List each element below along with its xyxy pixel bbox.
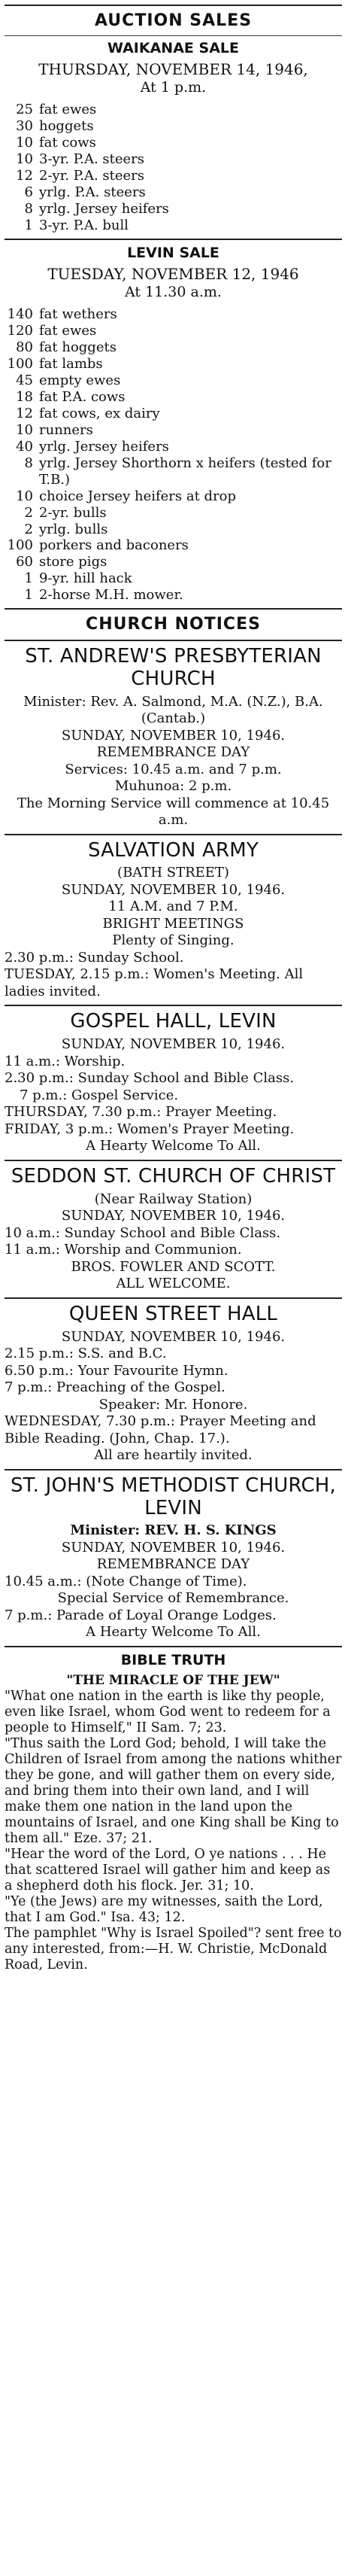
salvation-army-notice xyxy=(5,840,342,1001)
divider xyxy=(5,1469,342,1470)
notice-line: Speaker: Mr. Honore. xyxy=(98,1396,248,1413)
item-qty: 80 xyxy=(16,339,33,356)
list-item xyxy=(5,570,342,587)
notice-line: 10 a.m.: Sunday School and Bible Class. xyxy=(5,1224,281,1241)
waikanae-sale xyxy=(5,40,342,234)
item-qty: 30 xyxy=(16,117,33,134)
item-desc: fat cows xyxy=(39,134,96,151)
bible-title: BIBLE TRUTH xyxy=(120,1651,226,1668)
notice-line: BRIGHT MEETINGS xyxy=(102,915,244,932)
item-desc: fat ewes xyxy=(39,102,97,117)
bible-paragraph: "Ye (the Jews) are my witnesses, saith the Lord, that I am God." Isa. 43; 12. xyxy=(5,1893,323,1925)
list-item xyxy=(5,587,342,604)
item-qty: 2 xyxy=(24,504,33,521)
list-item xyxy=(5,201,342,217)
divider xyxy=(5,608,342,610)
church-title: ST. JOHN'S METHODIST CHURCH, LEVIN xyxy=(10,1474,337,1519)
notice-line: REMEMBRANCE DAY xyxy=(96,744,250,761)
list-item xyxy=(5,339,342,356)
item-qty: 10 xyxy=(16,488,33,504)
list-item xyxy=(5,406,342,422)
notice-line: Minister: Rev. A. Salmond, M.A. (N.Z.), B.A. (Cantab.) xyxy=(23,693,323,727)
notice-line: 10.45 a.m.: (Note Change of Time). xyxy=(5,1573,247,1589)
item-desc: yrlg. P.A. steers xyxy=(39,184,146,200)
item-qty: 12 xyxy=(16,405,33,421)
top-rule xyxy=(5,5,342,6)
list-item xyxy=(5,505,342,522)
notice-line: Special Service of Remembrance. xyxy=(57,1590,289,1607)
list-item xyxy=(5,554,342,570)
list-item xyxy=(5,118,342,135)
item-desc: 2-yr. bulls xyxy=(39,504,107,521)
list-item xyxy=(5,455,342,488)
list-item xyxy=(5,151,342,168)
notice-line: REMEMBRANCE DAY xyxy=(96,1556,250,1573)
item-qty: 10 xyxy=(16,134,33,151)
notice-line: 11 a.m.: Worship. xyxy=(5,1053,126,1069)
notice-line: 11 a.m.: Worship and Communion. xyxy=(5,1242,242,1258)
notice-line: Plenty of Singing. xyxy=(112,932,235,949)
item-desc: fat hoggets xyxy=(39,339,117,356)
queen-street-notice xyxy=(5,1303,342,1464)
notice-line: SUNDAY, NOVEMBER 10, 1946. xyxy=(61,881,286,898)
notice-line: (Near Railway Station) xyxy=(94,1191,253,1207)
item-qty: 2 xyxy=(24,521,33,537)
item-qty: 40 xyxy=(16,438,33,455)
list-item xyxy=(5,389,342,406)
notice-line: Minister: REV. H. S. KINGS xyxy=(70,1522,277,1539)
divider xyxy=(5,1160,342,1161)
list-item xyxy=(5,323,342,339)
notice-line: The Morning Service will commence at 10.45 a.m. xyxy=(17,795,330,829)
notice-line: SUNDAY, NOVEMBER 10, 1946. xyxy=(61,1328,286,1345)
notice-line: ALL WELCOME. xyxy=(116,1276,231,1292)
item-desc: 2-yr. P.A. steers xyxy=(39,167,145,184)
notice-line: SUNDAY, NOVEMBER 10, 1946. xyxy=(61,1539,286,1556)
notice-line: FRIDAY, 3 p.m.: Women's Prayer Meeting. xyxy=(5,1121,295,1137)
divider xyxy=(5,640,342,641)
divider xyxy=(5,1646,342,1647)
notice-line: 2.15 p.m.: S.S. and B.C. xyxy=(5,1346,167,1362)
list-item xyxy=(5,306,342,323)
item-desc: 9-yr. hill hack xyxy=(39,570,132,587)
item-qty: 100 xyxy=(7,355,33,372)
notice-line: BROS. FOWLER AND SCOTT. xyxy=(71,1258,276,1275)
list-item xyxy=(5,488,342,505)
item-desc: store pigs xyxy=(39,554,107,570)
levin-title: LEVIN SALE xyxy=(127,244,219,261)
bible-paragraph: "Hear the word of the Lord, O ye nations . . . He that scattered Israel will gather him and keep as a shepherd doth his flock. Jer. 31; 10. xyxy=(5,1846,331,1893)
item-desc: fat lambs xyxy=(39,355,103,372)
divider xyxy=(5,239,342,240)
notice-line: A Hearty Welcome To All. xyxy=(86,1138,261,1154)
item-qty: 8 xyxy=(24,200,33,217)
seddon-notice xyxy=(5,1166,342,1293)
item-desc: yrlg. bulls xyxy=(39,521,108,537)
church-title: GOSPEL HALL, LEVIN xyxy=(70,1010,277,1033)
item-desc: 2-horse M.H. mower. xyxy=(39,587,183,604)
list-item xyxy=(5,217,342,234)
item-qty: 100 xyxy=(7,537,33,554)
bible-paragraph: The pamphlet "Why is Israel Spoiled"? sent free to any interested, from:—H. W. Christie, McDonald Road, Levin. xyxy=(5,1925,342,1972)
list-item xyxy=(5,373,342,389)
item-desc: hoggets xyxy=(39,117,94,134)
notice-line: TUESDAY, 2.15 p.m.: Women's Meeting. All ladies invited. xyxy=(5,966,304,999)
item-desc: choice Jersey heifers at drop xyxy=(39,488,237,504)
bible-paragraph: "Thus saith the Lord God; behold, I will take the Children of Israel from among the nations whither they be gone, and will gather them on every side, and bring them into their own land, and I will make them one nation in the land upon the mountains of Israel, and one King shall be King to them all." Eze. 37; 21. xyxy=(5,1735,342,1846)
divider xyxy=(5,834,342,835)
list-item xyxy=(5,168,342,184)
church-title: SALVATION ARMY xyxy=(88,838,259,862)
item-qty: 8 xyxy=(24,455,33,471)
item-qty: 60 xyxy=(16,554,33,570)
item-desc: yrlg. Jersey heifers xyxy=(39,438,169,455)
item-qty: 120 xyxy=(7,323,33,339)
levin-date: TUESDAY, NOVEMBER 12, 1946 xyxy=(47,265,299,284)
notice-line: SUNDAY, NOVEMBER 10, 1946. xyxy=(61,727,286,744)
divider xyxy=(5,35,342,36)
divider xyxy=(5,1005,342,1006)
item-qty: 25 xyxy=(16,102,33,117)
item-qty: 10 xyxy=(16,151,33,167)
notice-line: 6.50 p.m.: Your Favourite Hymn. xyxy=(5,1362,228,1379)
item-qty: 140 xyxy=(7,306,33,323)
church-title: ST. ANDREW'S PRESBYTERIAN CHURCH xyxy=(25,644,322,690)
list-item xyxy=(5,439,342,455)
item-qty: 1 xyxy=(24,587,33,604)
church-heading: CHURCH NOTICES xyxy=(86,615,261,634)
notice-line: 7 p.m.: Gospel Service. xyxy=(20,1087,179,1103)
item-qty: 45 xyxy=(16,372,33,388)
notice-line: WEDNESDAY, 7.30 p.m.: Prayer Meeting and Bible Reading. (John, Chap. 17.). xyxy=(5,1413,316,1446)
item-qty: 18 xyxy=(16,388,33,405)
item-desc: runners xyxy=(39,421,93,438)
bible-truth-notice xyxy=(5,1652,342,1973)
church-title: SEDDON ST. CHURCH OF CHRIST xyxy=(11,1164,336,1188)
item-qty: 1 xyxy=(24,217,33,233)
waikanae-items xyxy=(5,102,342,234)
divider xyxy=(5,1297,342,1299)
waikanae-time: At 1 p.m. xyxy=(140,79,207,96)
item-desc: empty ewes xyxy=(39,372,121,388)
item-qty: 10 xyxy=(16,421,33,438)
waikanae-title: WAIKANAE SALE xyxy=(107,39,239,56)
list-item xyxy=(5,102,342,118)
item-desc: 3-yr. P.A. steers xyxy=(39,151,145,167)
levin-sale xyxy=(5,245,342,604)
list-item xyxy=(5,135,342,151)
church-title: QUEEN STREET HALL xyxy=(68,1302,278,1325)
notice-line: 11 A.M. and 7 P.M. xyxy=(108,899,238,915)
item-desc: yrlg. Jersey heifers xyxy=(39,200,169,217)
item-desc: porkers and baconers xyxy=(39,537,189,554)
notice-line: SUNDAY, NOVEMBER 10, 1946. xyxy=(61,1036,286,1053)
st-johns-notice xyxy=(5,1475,342,1641)
item-qty: 1 xyxy=(24,570,33,587)
levin-time: At 11.30 a.m. xyxy=(125,284,222,301)
notice-line: 7 p.m.: Preaching of the Gospel. xyxy=(5,1379,225,1396)
item-desc: fat P.A. cows xyxy=(39,388,126,405)
gospel-hall-notice xyxy=(5,1011,342,1154)
item-desc: 3-yr. P.A. bull xyxy=(39,217,129,233)
waikanae-date: THURSDAY, NOVEMBER 14, 1946, xyxy=(38,60,308,79)
item-desc: fat wethers xyxy=(39,306,117,323)
list-item xyxy=(5,537,342,554)
notice-line: THURSDAY, 7.30 p.m.: Prayer Meeting. xyxy=(5,1104,277,1121)
item-desc: fat ewes xyxy=(39,323,97,339)
item-desc: fat cows, ex dairy xyxy=(39,405,160,421)
bible-subtitle: "THE MIRACLE OF THE JEW" xyxy=(66,1672,280,1688)
item-desc: yrlg. Jersey Shorthorn x heifers (tested for T.B.) xyxy=(39,455,331,488)
list-item xyxy=(5,184,342,201)
notice-line: Muhunoa: 2 p.m. xyxy=(114,778,232,795)
item-qty: 12 xyxy=(16,167,33,184)
notice-line: SUNDAY, NOVEMBER 10, 1946. xyxy=(61,1208,286,1224)
list-item xyxy=(5,522,342,538)
levin-items xyxy=(5,306,342,604)
notice-line: (BATH STREET) xyxy=(117,865,229,881)
notice-line: All are heartily invited. xyxy=(94,1447,253,1464)
bible-paragraph: "What one nation in the earth is like thy people, even like Israel, whom God went to redeem for a people to Himself," II Sam. 7; 23. xyxy=(5,1688,331,1735)
notice-line: A Hearty Welcome To All. xyxy=(86,1624,261,1641)
notice-line: 7 p.m.: Parade of Loyal Orange Lodges. xyxy=(5,1607,277,1623)
item-qty: 6 xyxy=(24,184,33,200)
notice-line: Services: 10.45 a.m. and 7 p.m. xyxy=(65,761,282,777)
st-andrews-notice xyxy=(5,646,342,829)
auction-heading: AUCTION SALES xyxy=(94,11,253,30)
notice-line: 2.30 p.m.: Sunday School. xyxy=(5,949,184,966)
notice-line: 2.30 p.m.: Sunday School and Bible Class. xyxy=(5,1070,295,1087)
list-item xyxy=(5,422,342,439)
list-item xyxy=(5,356,342,373)
